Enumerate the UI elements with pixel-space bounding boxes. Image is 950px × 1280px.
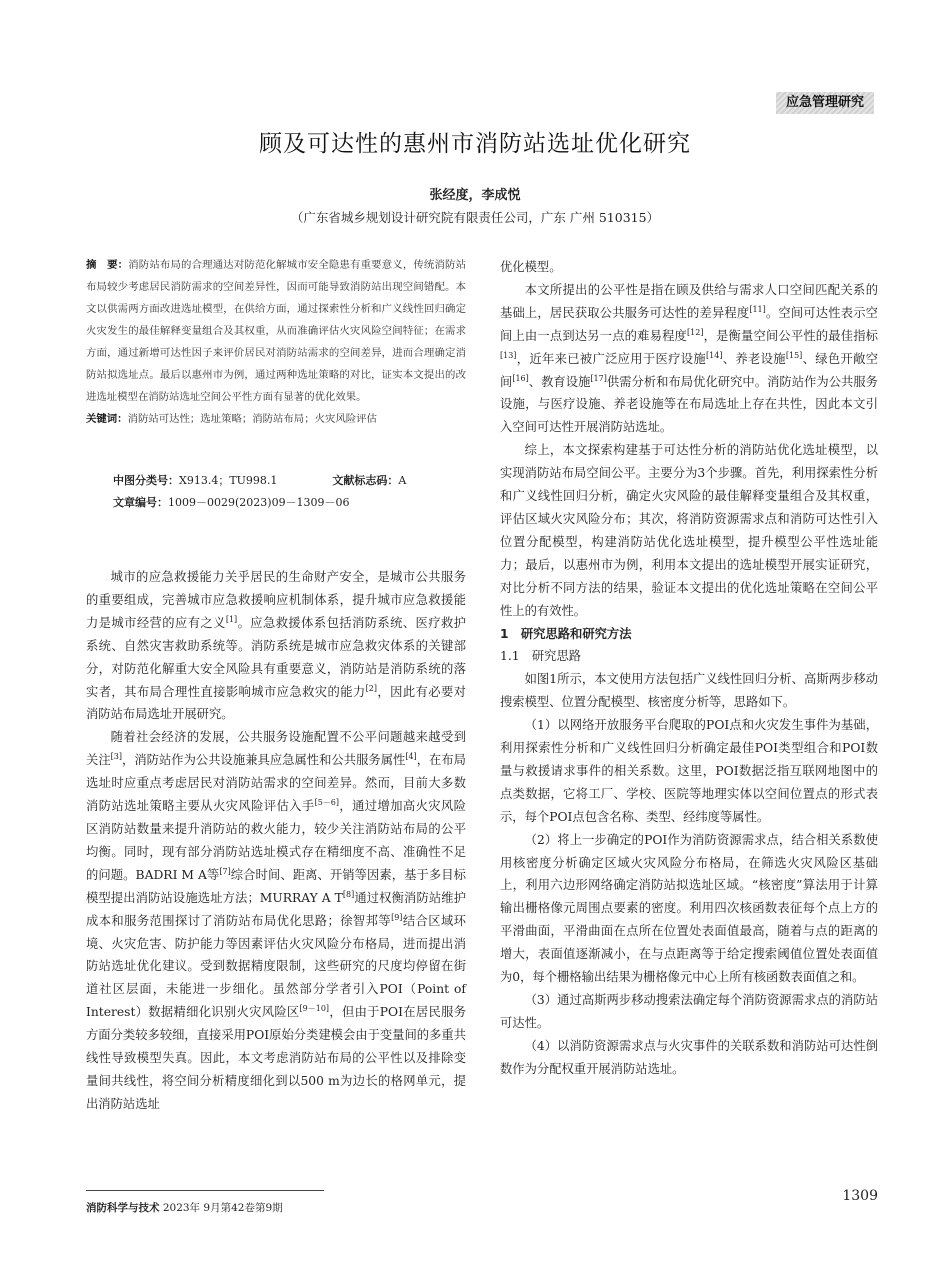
article-authors: 张经度，李成悦 (429, 188, 521, 203)
article-no-value: 1009－0029(2023)09－1309－06 (168, 496, 350, 509)
section-heading: 1 研究思路和研究方法 (500, 626, 632, 641)
abstract-label: 摘 要： (86, 259, 129, 271)
paragraph: （3）通过高斯两步移动搜索法确定每个消防资源需求点的消防站可达性。 (500, 993, 878, 1030)
paragraph: 综上，本文探索构建基于可达性分析的消防站优化选址模型，以实现消防站布局空间公平。主要分为3个步骤。首先，利用探索性分析和广义线性回归分析，确定火灾风险的最佳解释变量组合及其权重，评估区域火灾风险分布；其次，将消防资源需求点和消防可达性引入位置分配模型，构建消防站优化选址模型，提升模型公平性选址能力；最后，以惠州市为例，利用本文提出的选址模型开展实证研究，对比分析不同方法的结果，验证本文提出的优化选址策略在空间公平性上的有效性。 (500, 443, 878, 618)
paragraph: （2）将上一步确定的POI作为消防资源需求点，结合相关系数使用核密度分析确定区域火灾风险分布格局，在筛选火灾风险区基础上，利用六边形网络确定消防站拟选址区域。“核密度”算法用于计算输出栅格像元周围点要素的密度。利用四次核函数表征每个点上方的平滑曲面，平滑曲面在点所在位置处表面值最高，随着与点的距离的增大，表面值逐渐减小，在与点距离等于给定搜索阈值位置处表面值为0，每个栅格输出结果为栅格像元中心上所有核函数表面值之和。 (500, 832, 878, 985)
article-affiliation: （广东省城乡规划设计研究院有限责任公司，广东 广州 510315） (290, 210, 660, 225)
doc-code-label: 文献标志码： (332, 474, 399, 487)
keywords-label: 关键词： (86, 413, 128, 425)
journal-issue: 2023年 9月第42卷第9期 (159, 1202, 283, 1214)
paragraph: 城市的应急救援能力关乎居民的生命财产安全，是城市公共服务的重要组成，完善城市应急救援响应机制体系，提升城市应急救援能力是城市经营的应有之义[1]。应急救援体系包括消防系统、医疗救护系统、自然灾害救助系统等。消防系统是城市应急救灾体系的关键部分，对防范化解重大安全风险具有重要意义，消防站是消防系统的落实者，其布局合理性直接影响城市应急救灾的能力[2]，因此有必要对消防站布局选址开展研究。 (86, 570, 466, 722)
page-number: 1309 (842, 1188, 878, 1204)
abstract-text: 消防站布局的合理通达对防范化解城市安全隐患有重要意义，传统消防站布局较少考虑居民消防需求的空间差异性，因而可能导致消防站出现空间错配。本文以供需两方面改进选址模型，在供给方面，通过探索性分析和广义线性回归确定火灾发生的最佳解释变量组合及其权重，从而准确评估火灾风险空间特征；在需求方面，通过新增可达性因子来评价居民对消防站需求的空间差异，进而合理确定消防站拟选址点。最后以惠州市为例，通过两种选址策略的对比，证实本文提出的改进选址模型在消防站选址空间公平性方面有显著的优化效果。 (86, 259, 467, 403)
footer-rule (86, 1190, 324, 1191)
paragraph: 优化模型。 (500, 260, 562, 274)
paragraph: （1）以网络开放服务平台爬取的POI点和火灾发生事件为基础，利用探索性分析和广义线性回归分析确定最佳POI类型组合和POI数量与救援请求事件的相关系数。这里，POI数据泛指互联网地图中的点类数据，它将工厂、学校、医院等地理实体以空间位置点的形式表示，每个POI点包含名称、类型、经纬度等属性。 (500, 718, 878, 824)
paragraph: 本文所提出的公平性是指在顾及供给与需求人口空间匹配关系的基础上，居民获取公共服务可达性的差异程度[11]。空间可达性表示空间上由一点到达另一点的难易程度[12]，是衡量空间公平性的最佳指标[13]，近年来已被广泛应用于医疗设施[14]、养老设施[15]、绿色开敞空间[16]、教育设施[17]供需分析和布局优化研究中。消防站作为公共服务设施，与医疗设施、养老设施等在布局选址上存在共性，因此本文引入空间可达性开展消防站选址。 (500, 282, 878, 435)
journal-footer (86, 1200, 283, 1215)
subsection-heading: 1.1 研究思路 (500, 649, 582, 664)
article-no-label: 文章编号： (113, 496, 168, 509)
section-badge: 应急管理研究 (776, 92, 874, 114)
right-column (500, 256, 878, 1081)
clc-label: 中图分类号： (113, 474, 179, 487)
paragraph: （4）以消防资源需求点与火灾事件的关联系数和消防站可达性倒数作为分配权重开展消防站选址。 (500, 1038, 878, 1076)
clc-value: X913.4；TU998.1 (179, 474, 278, 487)
article-number-line (113, 494, 350, 512)
left-column (86, 566, 466, 1116)
abstract-block (86, 254, 466, 430)
keywords-text: 消防站可达性；选址策略；消防站布局；火灾风险评估 (127, 413, 377, 425)
journal-name: 消防科学与技术 (86, 1202, 160, 1214)
paragraph: 随着社会经济的发展，公共服务设施配置不公平问题越来越受到关注[3]，消防站作为公共设施兼具应急属性和公共服务属性[4]，在布局选址时应重点考虑居民对消防站需求的空间差异。然而，目前大多数消防站选址策略主要从火灾风险评估入手[5－6]，通过增加高火灾风险区消防站数量来提升消防站的救火能力，较少关注消防站布局的公平均衡。同时，现有部分消防站选址模式存在精细度不高、准确性不足的问题。BADRI M A等[7]综合时间、距离、开销等因素，基于多目标模型提出消防站设施选址方法；MURRAY A T[8]通过权衡消防站维护成本和服务范围探讨了消防站布局优化思路；徐智邦等[9]结合区域环境、火灾危害、防护能力等因素评估火灾风险分布格局，进而提出消防站选址优化建议。受到数据精度限制，这些研究的尺度均停留在街道社区层面，未能进一步细化。虽然部分学者引入POI（Point of Interest）数据精细化识别火灾风险区[9－10]，但由于POI在居民服务方面分类较多较细，直接采用POI原始分类建模会由于变量间的多重共线性导致模型失真。因此，本文考虑消防站布局的公平性以及排除变量间共线性，将空间分析精度细化到以500 m为边长的格网单元，提出消防站选址 (86, 730, 467, 1111)
classification-line (113, 472, 406, 490)
article-title: 顾及可达性的惠州市消防站选址优化研究 (259, 131, 691, 157)
doc-code-value: A (398, 474, 407, 487)
paragraph: 如图1所示，本文使用方法包括广义线性回归分析、高斯两步移动搜索模型、位置分配模型、核密度分析等，思路如下。 (500, 672, 878, 710)
